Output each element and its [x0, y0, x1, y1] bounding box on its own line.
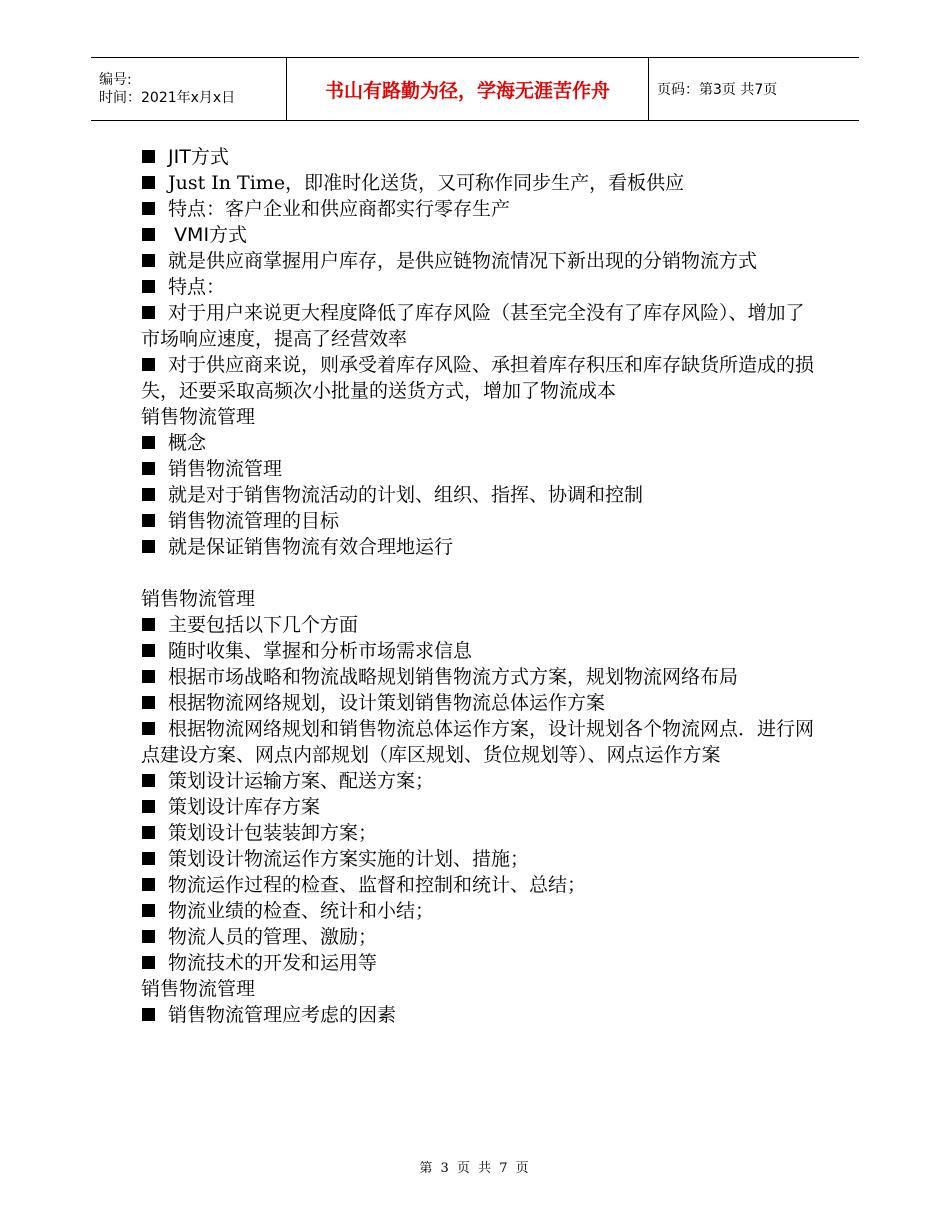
square-bullet-icon: [142, 228, 155, 241]
bullet-line: 物流人员的管理、激励；: [141, 924, 821, 950]
square-bullet-icon: [142, 696, 155, 709]
bullet-line: 就是供应商掌握用户库存，是供应链物流情况下新出现的分销物流方式: [141, 248, 821, 274]
bullet-line: 策划设计物流运作方案实施的计划、措施；: [141, 846, 821, 872]
square-bullet-icon: [142, 878, 155, 891]
bullet-line: 策划设计运输方案、配送方案；: [141, 768, 821, 794]
square-bullet-icon: [142, 462, 155, 475]
page-footer: 第 3 页 共 7 页: [419, 1161, 531, 1176]
section-heading: 销售物流管理: [141, 588, 256, 610]
section-heading: 销售物流管理: [141, 406, 256, 428]
bullet-line: 物流运作过程的检查、监督和控制和统计、总结；: [141, 872, 821, 898]
square-bullet-icon: [142, 488, 155, 501]
bullet-line: 根据市场战略和物流战略规划销售物流方式方案，规划物流网络布局: [141, 664, 821, 690]
square-bullet-icon: [142, 644, 155, 657]
bullet-line: 概念: [141, 430, 821, 456]
header-table: [91, 57, 859, 121]
bullet-line: 策划设计包装装卸方案；: [141, 820, 821, 846]
square-bullet-icon: [142, 436, 155, 449]
square-bullet-icon: [142, 280, 155, 293]
square-bullet-icon: [142, 722, 155, 735]
bullet-line: 就是保证销售物流有效合理地运行: [141, 534, 821, 560]
square-bullet-icon: [142, 800, 155, 813]
blank-line: [141, 560, 821, 586]
square-bullet-icon: [142, 150, 155, 163]
bullet-line: 随时收集、掌握和分析市场需求信息: [141, 638, 821, 664]
square-bullet-icon: [142, 306, 155, 319]
bullet-line: 根据物流网络规划，设计策划销售物流总体运作方案: [141, 690, 821, 716]
square-bullet-icon: [142, 254, 155, 267]
header-left-cell: [91, 58, 286, 120]
document-body: [141, 144, 821, 1028]
square-bullet-icon: [142, 1008, 155, 1021]
header-motto: 书山有路勤为径，学海无涯苦作舟: [286, 58, 649, 120]
square-bullet-icon: [142, 904, 155, 917]
square-bullet-icon: [142, 514, 155, 527]
bullet-line: 销售物流管理的目标: [141, 508, 821, 534]
bullet-line: 销售物流管理: [141, 456, 821, 482]
square-bullet-icon: [142, 540, 155, 553]
bullet-line: 对于用户来说更大程度降低了库存风险（甚至完全没有了库存风险）、增加了市场响应速度，提高了经营效率: [141, 302, 805, 350]
square-bullet-icon: [142, 774, 155, 787]
square-bullet-icon: [142, 826, 155, 839]
bullet-line: JIT方式: [141, 144, 821, 170]
square-bullet-icon: [142, 956, 155, 969]
bullet-line: Just In Time，即准时化送货，又可称作同步生产，看板供应: [141, 170, 821, 196]
section-heading: 销售物流管理: [141, 978, 256, 1000]
bullet-line: 就是对于销售物流活动的计划、组织、指挥、协调和控制: [141, 482, 821, 508]
bullet-line: 对于供应商来说，则承受着库存风险、承担着库存积压和库存缺货所造成的损失，还要采取高频次小批量的送货方式，增加了物流成本: [141, 354, 815, 402]
header-page-label: 页码：第3页 共7页: [657, 82, 778, 98]
bullet-line: 主要包括以下几个方面: [141, 612, 821, 638]
square-bullet-icon: [142, 618, 155, 631]
square-bullet-icon: [142, 930, 155, 943]
doc-time-label: 时间：2021年x月x日: [99, 90, 236, 106]
square-bullet-icon: [142, 202, 155, 215]
square-bullet-icon: [142, 670, 155, 683]
bullet-line: 物流业绩的检查、统计和小结；: [141, 898, 821, 924]
bullet-line: 根据物流网络规划和销售物流总体运作方案，设计规划各个物流网点．进行网点建设方案、网点内部规划（库区规划、货位规划等）、网点运作方案: [141, 718, 815, 766]
bullet-line: 策划设计库存方案: [141, 794, 821, 820]
square-bullet-icon: [142, 176, 155, 189]
square-bullet-icon: [142, 358, 155, 371]
bullet-line: 特点：客户企业和供应商都实行零存生产: [141, 196, 821, 222]
bullet-line: VMI方式: [141, 222, 821, 248]
bullet-line: 特点：: [141, 274, 821, 300]
bullet-line: 物流技术的开发和运用等: [141, 950, 821, 976]
bullet-line: 销售物流管理应考虑的因素: [141, 1002, 821, 1028]
doc-number-label: 编号:: [99, 72, 132, 88]
square-bullet-icon: [142, 852, 155, 865]
